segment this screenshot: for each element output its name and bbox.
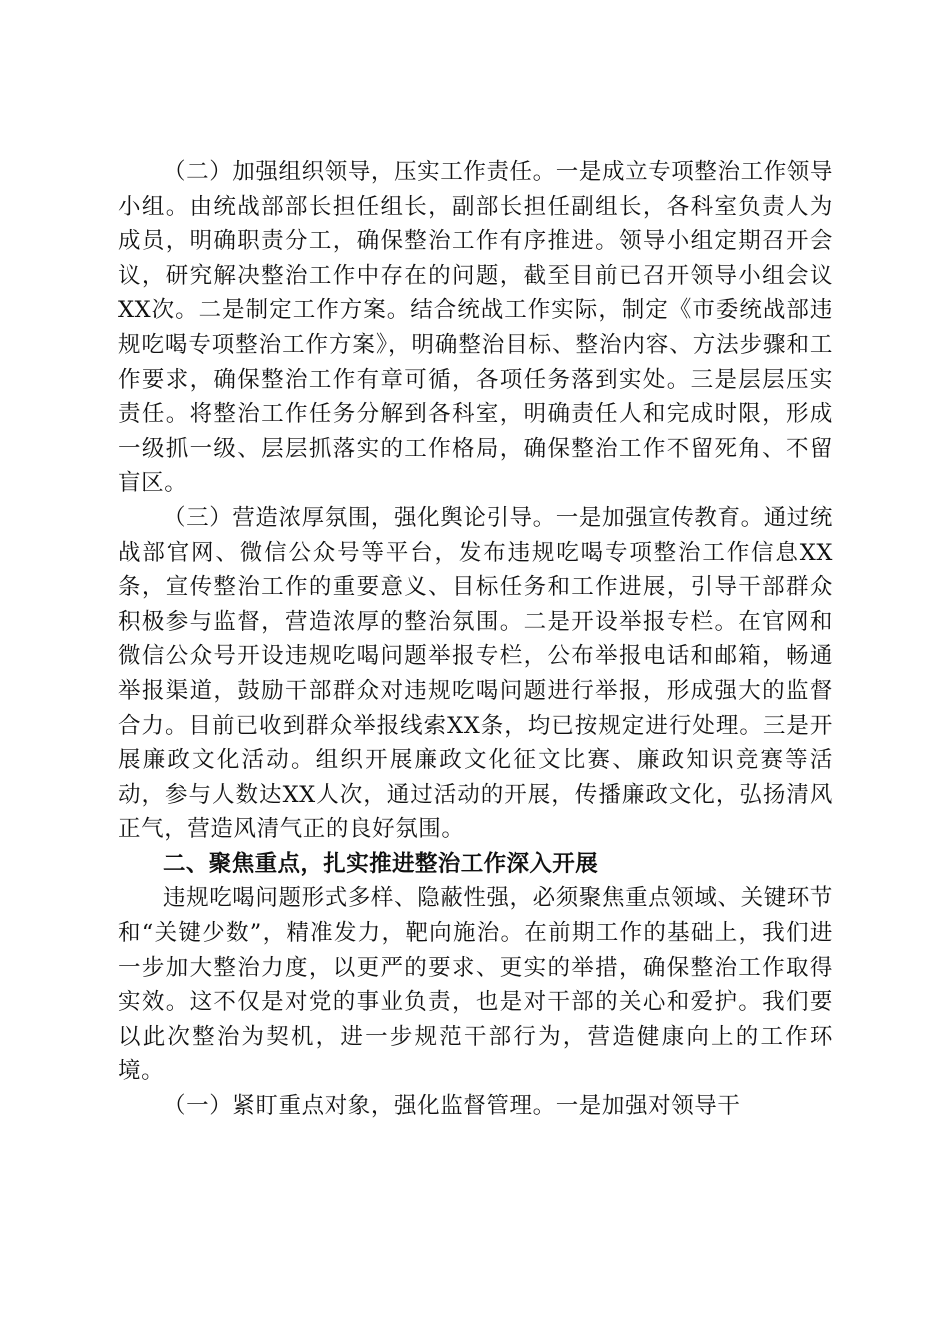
section-heading-focus-key-points: 二、聚焦重点，扎实推进整治工作深入开展: [163, 850, 599, 877]
paragraph-organization-leadership: （二）加强组织领导，压实工作责任。一是成立专项整治工作领导小组。由统战部部长担任组长，副部长担任副组长，各科室负责人为成员，明确职责分工，确保整治工作有序推进。领导小组定期召开会议，研究解决整治工作中存在的问题，截至目前已召开领导小组会议XX次。二是制定工作方案。结合统战工作实际，制定《市委统战部违规吃喝专项整治工作方案》，明确整治目标、整治内容、方法步骤和工作要求，确保整治工作有章可循，各项任务落到实处。三是层层压实责任。将整治工作任务分解到各科室，明确责任人和完成时限，形成一级抓一级、层层抓落实的工作格局，确保整治工作不留死角、不留盲区。: [118, 159, 833, 497]
paragraph-key-targets: （一）紧盯重点对象，强化监督管理。一是加强对领导干: [163, 1093, 741, 1120]
paragraph-section-intro: 违规吃喝问题形式多样、隐蔽性强，必须聚焦重点领域、关键环节和“关键少数”，精准发力，靶向施治。在前期工作的基础上，我们进一步加大整治力度，以更严的要求、更实的举措，确保整治工作取得实效。这不仅是对党的事业负责，也是对干部的关心和爱护。我们要以此次整治为契机，进一步规范干部行为，营造健康向上的工作环境。: [118, 885, 833, 1085]
document-page: [118, 155, 833, 1124]
paragraph-public-opinion: （三）营造浓厚氛围，强化舆论引导。一是加强宣传教育。通过统战部官网、微信公众号等平台，发布违规吃喝专项整治工作信息XX条，宣传整治工作的重要意义、目标任务和工作进展，引导干部群众积极参与监督，营造浓厚的整治氛围。二是开设举报专栏。在官网和微信公众号开设违规吃喝问题举报专栏，公布举报电话和邮箱，畅通举报渠道，鼓励干部群众对违规吃喝问题进行举报，形成强大的监督合力。目前已收到群众举报线索XX条，均已按规定进行处理。三是开展廉政文化活动。组织开展廉政文化征文比赛、廉政知识竞赛等活动，参与人数达XX人次，通过活动的开展，传播廉政文化，弘扬清风正气，营造风清气正的良好氛围。: [118, 504, 833, 843]
